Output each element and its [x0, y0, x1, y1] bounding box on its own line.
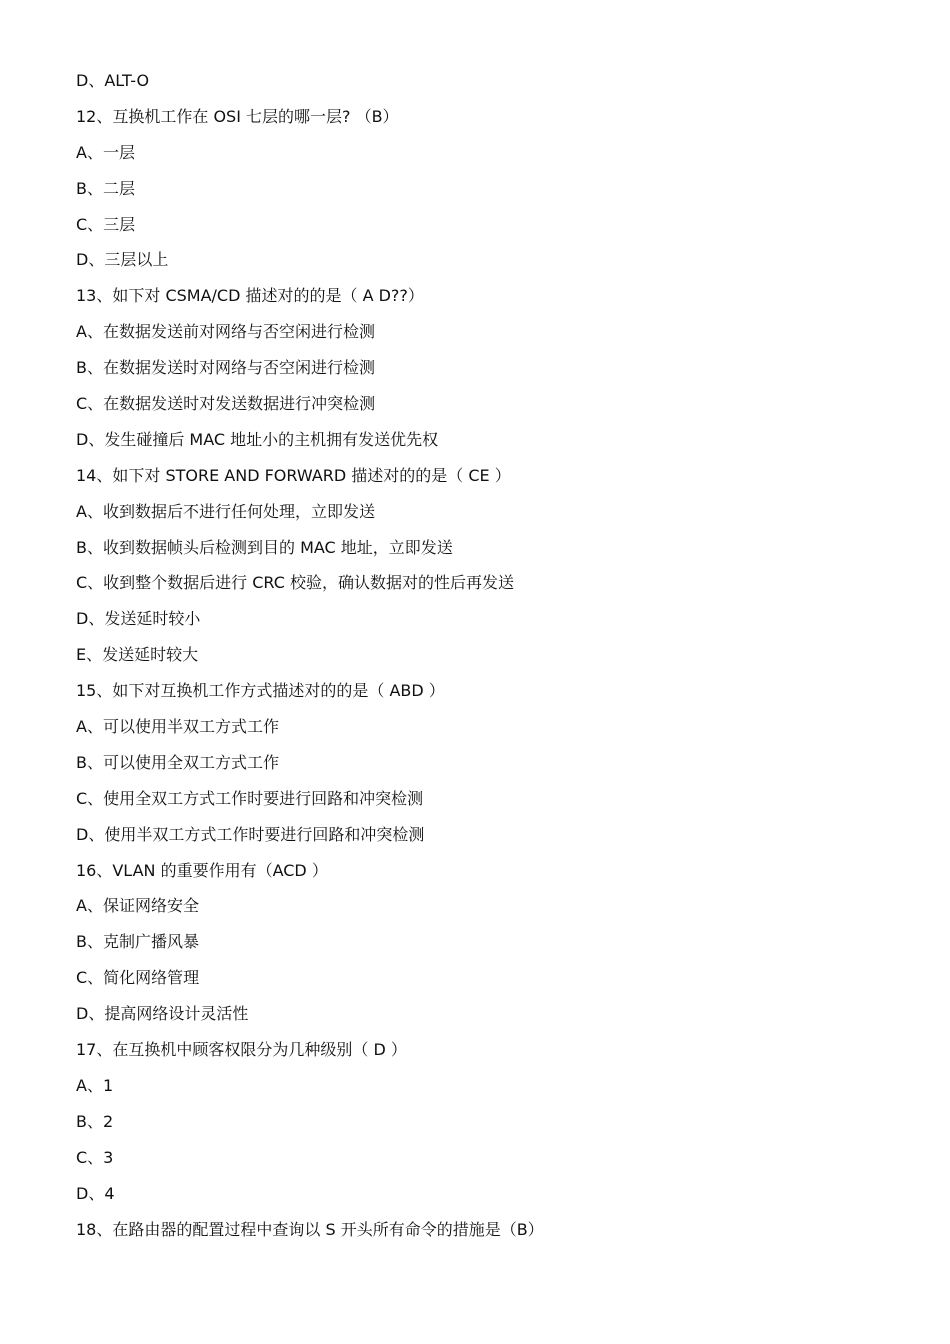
option-line: C、在数据发送时对发送数据进行冲突检测 — [76, 394, 376, 414]
option-line: D、发生碰撞后 MAC 地址小的主机拥有发送优先权 — [76, 429, 439, 449]
option-line: C、三层 — [76, 214, 136, 234]
option-line: B、二层 — [76, 178, 135, 198]
option-line: A、在数据发送前对网络与否空闲进行检测 — [76, 322, 375, 342]
option-line: A、1 — [76, 1075, 114, 1095]
question-line: 14、如下对 STORE AND FORWARD 描述对的的是（ CE ） — [76, 465, 511, 485]
option-line: D、提高网络设计灵活性 — [76, 1004, 249, 1024]
question-line: 15、如下对互换机工作方式描述对的的是（ ABD ） — [76, 681, 445, 701]
question-line: 12、互换机工作在 OSI 七层的哪一层? （B） — [76, 106, 399, 126]
option-line: B、在数据发送时对网络与否空闲进行检测 — [76, 358, 375, 378]
option-line: A、收到数据后不进行任何处理，立即发送 — [76, 501, 375, 521]
option-line: D、发送延时较小 — [76, 609, 201, 629]
option-line: B、收到数据帧头后检测到目的 MAC 地址，立即发送 — [76, 537, 453, 557]
option-line: C、使用全双工方式工作时要进行回路和冲突检测 — [76, 788, 424, 808]
option-line: D、使用半双工方式工作时要进行回路和冲突检测 — [76, 824, 425, 844]
option-line: C、收到整个数据后进行 CRC 校验，确认数据对的性后再发送 — [76, 573, 515, 593]
option-line: C、简化网络管理 — [76, 968, 200, 988]
option-line: A、保证网络安全 — [76, 896, 199, 916]
option-line: A、一层 — [76, 142, 135, 162]
option-line: B、克制广播风暴 — [76, 932, 199, 952]
option-line: D、ALT-O — [76, 71, 150, 90]
option-line: B、可以使用全双工方式工作 — [76, 752, 279, 772]
option-line: E、发送延时较大 — [76, 645, 199, 665]
option-line: D、4 — [76, 1183, 115, 1203]
option-line: B、2 — [76, 1111, 114, 1131]
option-line: C、3 — [76, 1147, 114, 1167]
question-line: 16、VLAN 的重要作用有（ACD ） — [76, 860, 328, 880]
question-line: 18、在路由器的配置过程中查询以 S 开头所有命令的措施是（B） — [76, 1219, 544, 1239]
question-line: 17、在互换机中顾客权限分为几种级别（ D ） — [76, 1040, 407, 1060]
option-line: D、三层以上 — [76, 250, 169, 270]
question-line: 13、如下对 CSMA/CD 描述对的的是（ A D??） — [76, 286, 424, 306]
option-line: A、可以使用半双工方式工作 — [76, 717, 279, 737]
document-body — [76, 70, 876, 1254]
